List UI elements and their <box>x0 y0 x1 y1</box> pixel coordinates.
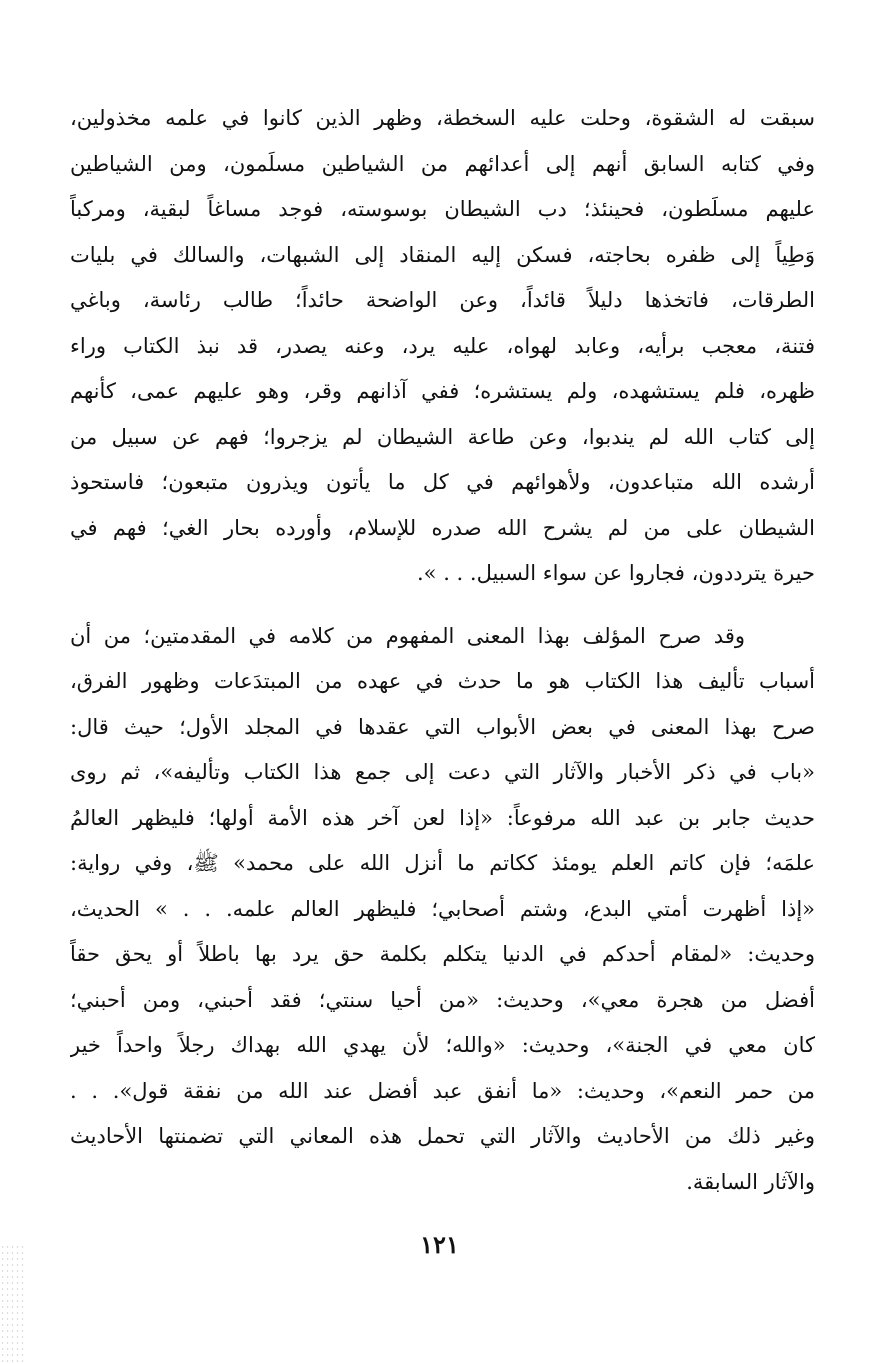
text-line: أفضل من هجرة معي»، وحديث: «من أحيا سنتي؛ فقد أحبني، ومن أحبني؛ <box>70 987 815 1012</box>
text-line: أرشده الله متباعدون، ولأهوائهم في كل ما يأتون ويذرون متبعون؛ فاستحوذ <box>70 470 815 494</box>
text-line: علمَه؛ فإن كاتم العلم يومئذ ككاتم ما أنزل الله على محمد» ﷺ، وفي رواية: <box>70 851 815 875</box>
paragraph-2 <box>70 614 815 1206</box>
text-line-last: والآثار السابقة. <box>686 1169 815 1194</box>
text-line: كان معي في الجنة»، وحديث: «والله؛ لأن يهدي الله بهداك رجلاً واحداً خير <box>70 1033 815 1057</box>
text-line: الطرقات، فاتخذها دليلاً قائداً، وعن الواضحة حائداً؛ طالب رئاسة، وباغي <box>70 288 815 312</box>
text-line: الشيطان على من لم يشرح الله صدره للإسلام، وأورده بحار الغي؛ فهم في <box>70 515 815 540</box>
scan-noise <box>0 1244 24 1364</box>
body-text <box>70 96 815 1205</box>
text-line-last: حيرة يترددون، فجاروا عن سواء السبيل. . . ». <box>417 561 815 585</box>
text-line: «إذا أظهرت أمتي البدع، وشتم أصحابي؛ فليظهر العالم علمه. . . » الحديث، <box>70 896 815 921</box>
text-line: سبقت له الشقوة، وحلت عليه السخطة، وظهر الذين كانوا في علمه مخذولين، <box>70 106 815 130</box>
text-line: فتنة، معجب برأيه، وعابد لهواه، عليه يرد، وعنه يصدر، قد نبذ الكتاب وراء <box>70 333 815 358</box>
text-line: وحديث: «لمقام أحدكم في الدنيا يتكلم بكلمة حق يرد بها باطلاً أو يحق حقاً <box>70 942 815 966</box>
text-line: صرح بهذا المعنى في بعض الأبواب التي عقدها في المجلد الأول؛ حيث قال: <box>70 714 815 739</box>
text-line: «باب في ذكر الأخبار والآثار التي دعت إلى جمع هذا الكتاب وتأليفه»، ثم روى <box>70 760 815 784</box>
text-line: عليهم مسلَطون، فحينئذ؛ دب الشيطان بوسوسته، فوجد مساغاً لبقية، ومركباً <box>70 197 815 221</box>
text-line: وفي كتابه السابق أنهم إلى أعدائهم من الشياطين مسلَمون، ومن الشياطين <box>70 151 815 176</box>
text-line: وَطِياً إلى ظفره بحاجته، فسكن إليه المنقاد إلى الشبهات، والسالك في بليات <box>70 242 815 267</box>
paragraph-spacer <box>70 597 815 614</box>
text-line-first: وقد صرح المؤلف بهذا المعنى المفهوم من كلامه في المقدمتين؛ من أن <box>70 623 745 648</box>
text-line: وغير ذلك من الأحاديث والآثار التي تحمل هذه المعاني التي تضمنتها الأحاديث <box>70 1124 815 1148</box>
text-line: أسباب تأليف هذا الكتاب هو ما حدث في عهده من المبتدَعات وظهور الفرق، <box>70 669 815 693</box>
paragraph-1 <box>70 96 815 597</box>
text-line: من حمر النعم»، وحديث: «ما أنفق عبد أفضل عند الله من نفقة قول». . . <box>70 1078 815 1103</box>
page-number: ١٢١ <box>420 1230 459 1259</box>
text-line: إلى كتاب الله لم يندبوا، وعن طاعة الشيطان لم يزجروا؛ فهم عن سبيل من <box>70 424 815 449</box>
text-line: ظهره، فلم يستشهده، ولم يستشره؛ ففي آذانهم وقر، وهو عليهم عمى، كأنهم <box>70 379 815 403</box>
text-line: حديث جابر بن عبد الله مرفوعاً: «إذا لعن آخر هذه الأمة أولها؛ فليظهر العالمُ <box>70 805 815 830</box>
